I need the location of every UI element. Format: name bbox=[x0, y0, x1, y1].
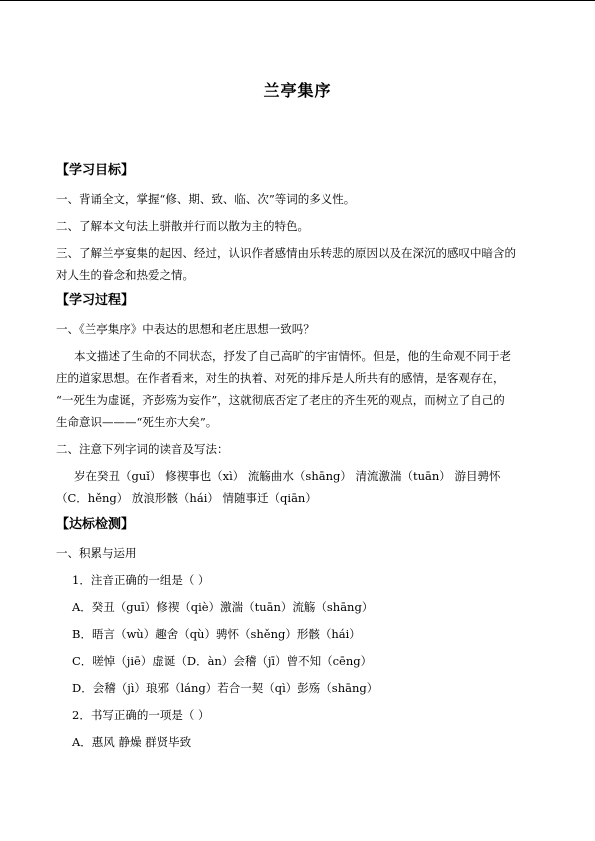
pinyin-line-1: 岁在癸丑（guǐ） 修禊事也（xì） 流觞曲水（shāng） 清流激湍（tuān） 游目骋怀 bbox=[74, 469, 501, 483]
section-heading-goals: 【学习目标】 bbox=[56, 163, 135, 178]
process-question-1: 一、《兰亭集序》中表达的思想和老庄思想一致吗？ bbox=[56, 322, 315, 336]
test-part-1: 一、积累与运用 bbox=[56, 546, 137, 560]
answer-line-2: 庄的道家思想。在作者看来，对生的执着、对死的排斥是人所共有的感情，是客观存在， bbox=[56, 371, 505, 385]
option-1-c: C．嗟悼（jiē）虚诞（D．àn）会稽（jī）曾不知（cēng） bbox=[72, 654, 373, 668]
goal-item-2: 二、了解本文句法上骈散并行而以散为主的特色。 bbox=[56, 219, 309, 233]
pinyin-line-2: （C．hěng） 放浪形骸（hái） 情随事迁（qiān） bbox=[56, 491, 317, 505]
section-heading-process: 【学习过程】 bbox=[56, 293, 135, 308]
option-1-a: A．癸丑（guī）修禊（qiè）激湍（tuān）流觞（shāng） bbox=[72, 600, 374, 614]
goal-item-1: 一、背诵全文，掌握“修、期、致、临、次”等词的多义性。 bbox=[56, 192, 356, 206]
test-question-2: 2．书写正确的一项是（ ） bbox=[72, 708, 210, 722]
option-1-d: D．会稽（jì）琅邪（láng）若合一契（qì）彭殇（shāng） bbox=[72, 681, 379, 695]
process-question-2: 二、注意下列字词的读音及写法： bbox=[56, 442, 229, 456]
option-1-b: B．晤言（wù）趣舍（qù）骋怀（shěng）形骸（hái） bbox=[72, 627, 361, 641]
goal-item-3-continued: 对人生的眷念和热爱之情。 bbox=[56, 268, 194, 282]
goal-item-3: 三、了解兰亭宴集的起因、经过，认识作者感情由乐转悲的原因以及在深沉的感叹中暗含的 bbox=[56, 246, 516, 260]
document-title: 兰亭集序 bbox=[263, 81, 332, 100]
section-heading-test: 【达标检测】 bbox=[56, 517, 135, 532]
answer-line-1: 本文描述了生命的不同状态，抒发了自己高旷的宇宙情怀。但是，他的生命观不同于老 bbox=[74, 349, 511, 363]
answer-line-4: 生命意识———“死生亦大矣”。 bbox=[56, 415, 218, 429]
test-question-1: 1．注音正确的一组是（ ） bbox=[72, 573, 210, 587]
option-2-a: A．惠风 静燥 群贤毕致 bbox=[72, 735, 192, 749]
answer-line-3: “一死生为虚诞，齐彭殇为妄作”，这就彻底否定了老庄的齐生死的观点，而树立了自己的 bbox=[56, 393, 505, 407]
